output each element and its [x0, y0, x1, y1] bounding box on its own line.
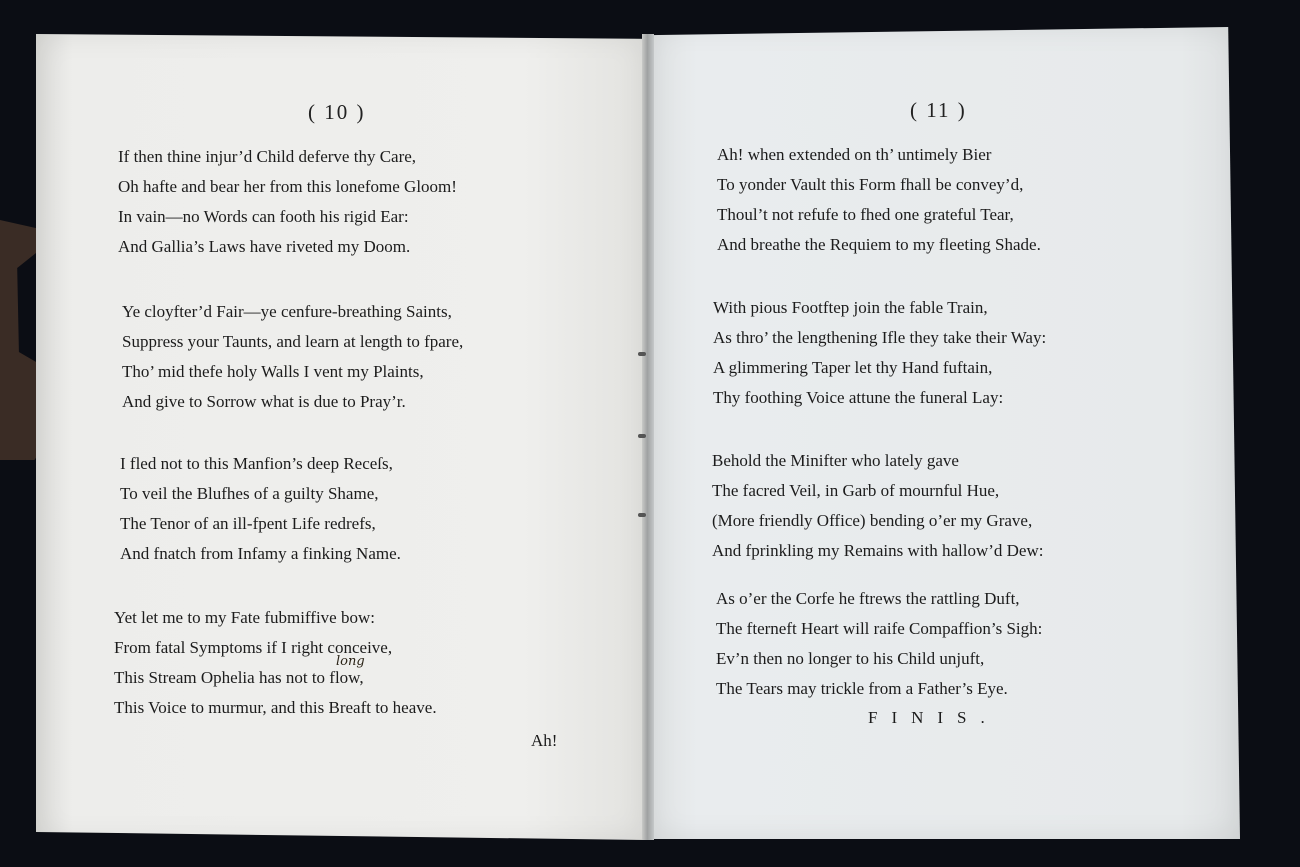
verse-line: (More friendly Office) bending o’er my Grave,: [712, 511, 1033, 530]
verse-line: The fterneft Heart will raife Compaffion’s Sigh:: [716, 619, 1043, 638]
verse-line: And fnatch from Infamy a finking Name.: [120, 544, 401, 563]
right-stanza-3: [712, 446, 1043, 566]
verse-line: To yonder Vault this Form fhall be convey’d,: [717, 175, 1024, 194]
verse-line: As o’er the Corfe he ftrews the rattling Duft,: [716, 589, 1020, 608]
left-stanza-1: [118, 142, 457, 262]
verse-line: A glimmering Taper let thy Hand fuftain,: [713, 358, 993, 377]
verse-line: I fled not to this Manfion’s deep Receſs,: [120, 454, 393, 473]
verse-line: Tho’ mid thefe holy Walls I vent my Plaints,: [122, 362, 424, 381]
verse-line: Ev’n then no longer to his Child unjuft,: [716, 649, 985, 668]
verse-line: Yet let me to my Fate fubmiffive bow:: [114, 608, 375, 627]
verse-line: Thoul’t not refufe to fhed one grateful Tear,: [717, 205, 1014, 224]
verse-line: The facred Veil, in Garb of mournful Hue,: [712, 481, 1000, 500]
right-stanza-1: [717, 140, 1041, 260]
verse-line: And breathe the Requiem to my fleeting Shade.: [717, 235, 1041, 254]
verse-line: And give to Sorrow what is due to Pray’r.: [122, 392, 406, 411]
verse-line: If then thine injur’d Child deferve thy Care,: [118, 147, 417, 166]
finis-text: FINIS.: [868, 708, 999, 727]
right-stanza-4: [716, 584, 1042, 704]
verse-line: In vain—no Words can footh his rigid Ear:: [118, 207, 409, 226]
verse-line: And Gallia’s Laws have riveted my Doom.: [118, 237, 411, 256]
verse-line: To veil the Blufhes of a guilty Shame,: [120, 484, 379, 503]
handwritten-annotation: long: [336, 654, 365, 669]
verse-line: This Voice to murmur, and this Breaft to heave.: [114, 698, 437, 717]
verse-line: Ye cloyfter’d Fair—ye cenfure-breathing Saints,: [122, 302, 452, 321]
verse-line: Oh hafte and bear her from this lonefome Gloom!: [118, 177, 457, 196]
left-stanza-2: [122, 297, 463, 417]
left-stanza-4: [114, 603, 437, 723]
left-stanza-3: [120, 449, 401, 569]
binding-stitch: [638, 434, 646, 438]
catchword: Ah!: [531, 731, 558, 750]
verse-line: The Tenor of an ill-fpent Life redrefs,: [120, 514, 376, 533]
verse-line: Behold the Minifter who lately gave: [712, 451, 959, 470]
left-page-number: ( 10 ): [308, 100, 366, 124]
verse-line: With pious Footftep join the fable Train,: [713, 298, 988, 317]
verse-line: This Stream Ophelia has not to flow,: [114, 668, 364, 687]
verse-line: Thy foothing Voice attune the funeral Lay:: [713, 388, 1004, 407]
binding-stitch: [638, 513, 646, 517]
right-stanza-2: [713, 293, 1046, 413]
verse-line: The Tears may trickle from a Father’s Eye.: [716, 679, 1008, 698]
verse-line: And fprinkling my Remains with hallow’d Dew:: [712, 541, 1044, 560]
verse-line: Suppress your Taunts, and learn at length to fpare,: [122, 332, 464, 351]
right-page-number: ( 11 ): [910, 98, 967, 122]
verse-line: Ah! when extended on th’ untimely Bier: [717, 145, 992, 164]
verse-line: As thro’ the lengthening Ifle they take their Way:: [713, 328, 1047, 347]
verse-line: From fatal Symptoms if I right conceive,: [114, 638, 393, 657]
binding-stitch: [638, 352, 646, 356]
